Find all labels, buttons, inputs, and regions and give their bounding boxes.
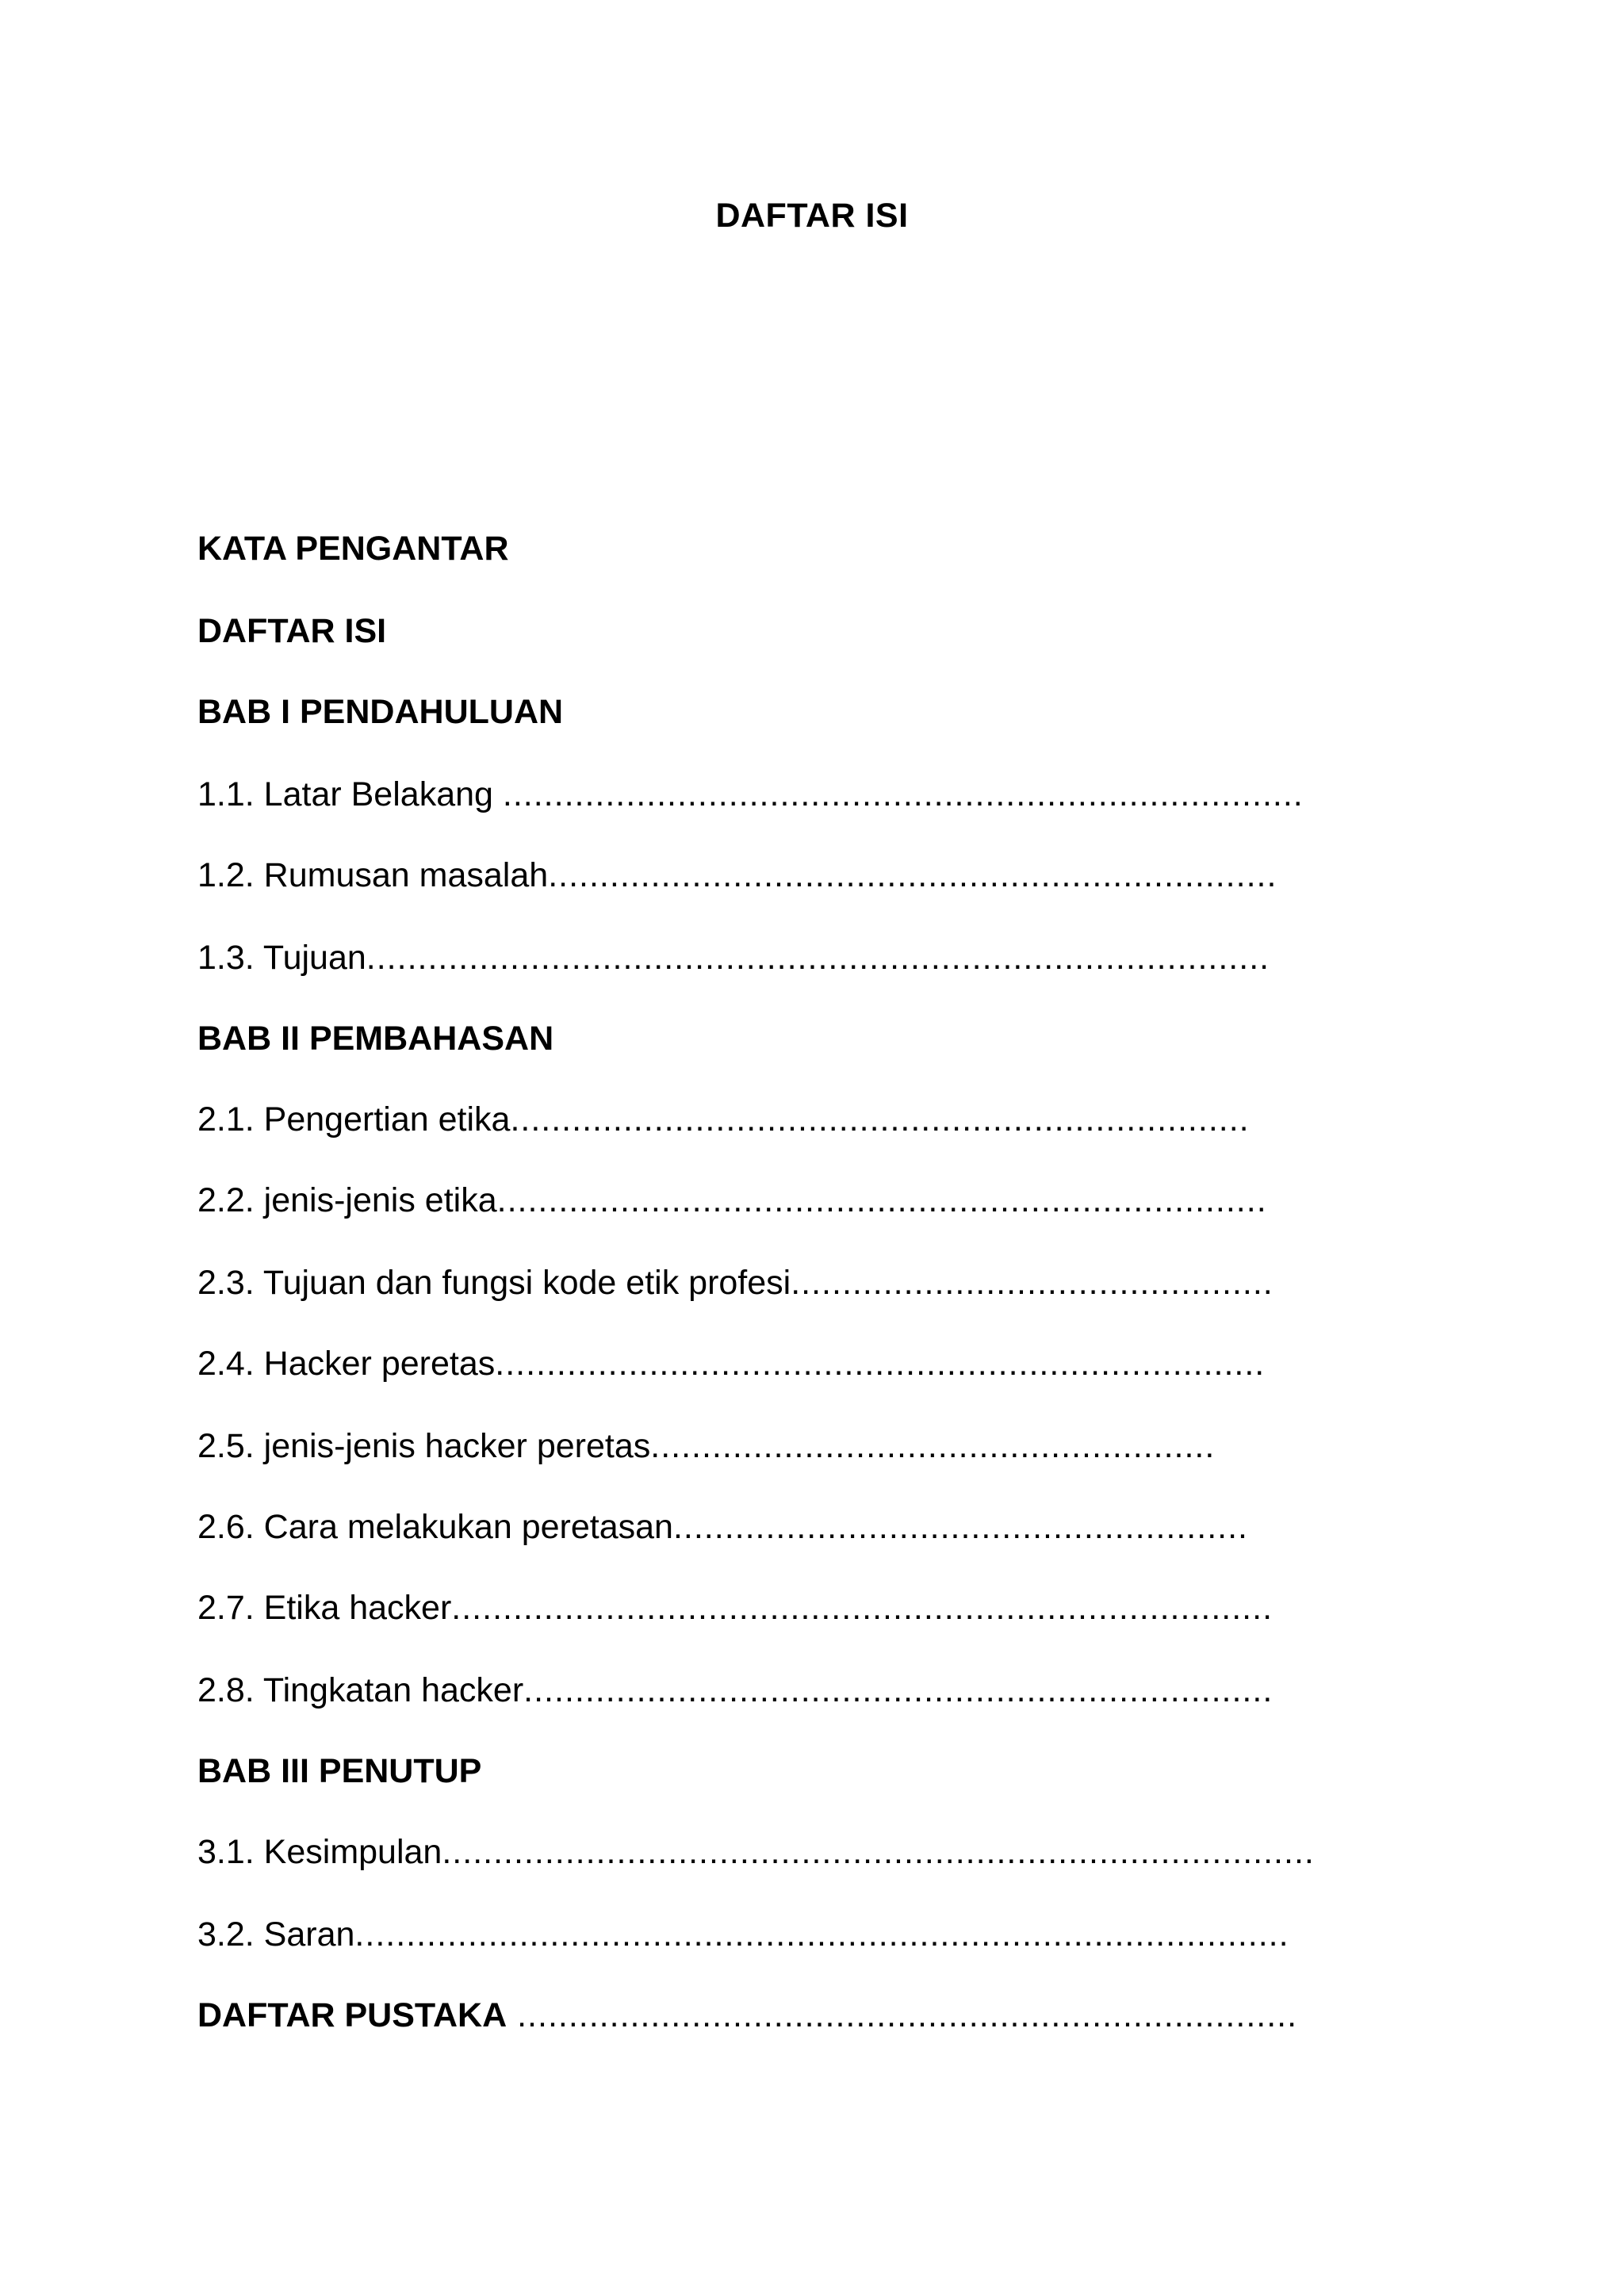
toc-entry: 1.1. Latar Belakang .............................................................................. [197, 775, 1304, 813]
toc-entry: 1.2. Rumusan masalah....................................................................... [197, 856, 1277, 894]
toc-entry: 2.5. jenis-jenis hacker peretas....................................................... [197, 1427, 1216, 1465]
toc-entry: 2.6. Cara melakukan peretasan........................................................ [197, 1508, 1248, 1546]
dot-leader: ........................................................................ [510, 1100, 1250, 1138]
dot-leader: ........................................................................... [496, 1181, 1267, 1219]
toc-entry: 2.7. Etika hacker................................................................................ [197, 1589, 1274, 1627]
toc-entry: 2.8. Tingkatan hacker......................................................................... [197, 1671, 1274, 1709]
dot-leader: .............................................................................. [502, 775, 1304, 813]
toc-heading-daftar-isi: DAFTAR ISI [197, 612, 387, 650]
dot-leader: ............................................................................ [507, 1996, 1298, 2034]
dot-leader: ................................................................................ [451, 1589, 1274, 1627]
dot-leader: ......................................................................... [523, 1671, 1274, 1709]
toc-entry: 2.2. jenis-jenis etika........................................................................... [197, 1181, 1267, 1219]
toc-entry: 2.4. Hacker peretas........................................................................... [197, 1345, 1266, 1383]
dot-leader: ........................................................................................... [354, 1915, 1289, 1954]
dot-leader: ....................................................... [650, 1427, 1216, 1465]
toc-entry: 2.1. Pengertian etika........................................................................ [197, 1100, 1250, 1138]
toc-heading-bab-1: BAB I PENDAHULUAN [197, 693, 564, 731]
dot-leader: ....................................................................... [548, 856, 1277, 894]
page-title: DAFTAR ISI [715, 197, 909, 235]
toc-heading-daftar-pustaka: DAFTAR PUSTAKA ............................................................................ [197, 1996, 1298, 2034]
dot-leader: ........................................................ [672, 1508, 1248, 1546]
toc-heading-bab-3: BAB III PENUTUP [197, 1752, 482, 1790]
dot-leader: ........................................................................... [495, 1345, 1266, 1383]
toc-entry: 3.1. Kesimpulan..................................................................................... [197, 1833, 1315, 1871]
toc-heading-kata-pengantar: KATA PENGANTAR [197, 530, 509, 568]
toc-entry: 1.3. Tujuan........................................................................................ [197, 939, 1270, 977]
dot-leader: ............................................... [791, 1264, 1274, 1302]
dot-leader: ..................................................................................... [442, 1833, 1315, 1871]
toc-entry: 2.3. Tujuan dan fungsi kode etik profesi............................................... [197, 1264, 1274, 1302]
dot-leader: ........................................................................................ [366, 939, 1270, 977]
toc-entry: 3.2. Saran........................................................................................... [197, 1915, 1289, 1954]
toc-heading-bab-2: BAB II PEMBAHASAN [197, 1020, 554, 1058]
